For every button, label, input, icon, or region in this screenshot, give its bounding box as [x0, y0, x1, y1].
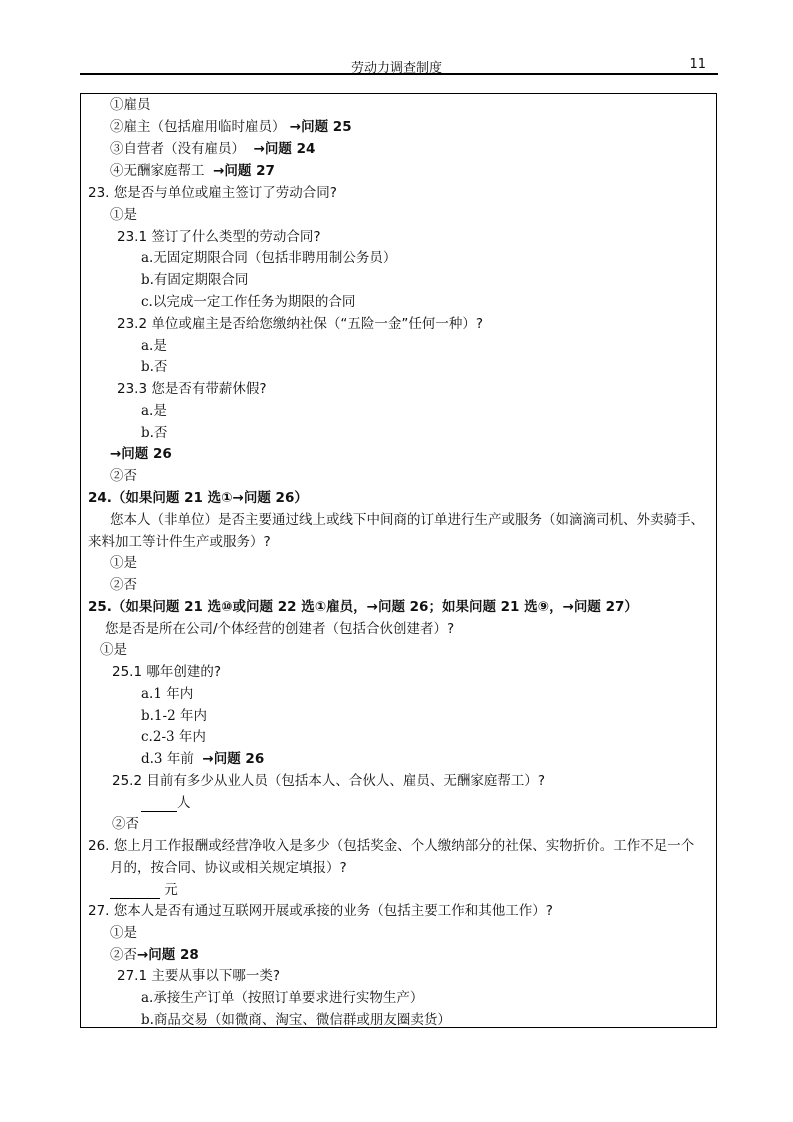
question-26-line2: 月的，按合同、协议或相关规定填报）?	[110, 860, 347, 876]
question-27-1: 27.1 主要从事以下哪一类?	[117, 968, 281, 984]
q23-1-option-a: a.无固定期限合同（包括非聘用制公务员）	[141, 250, 397, 266]
question-25-heading: 25.（如果问题 21 选⑩或问题 22 选①雇员，→问题 26；如果问题 21 选⑨，→问题 27）	[88, 599, 638, 615]
q26-answer-blank: 元	[110, 882, 178, 899]
option-self-employed: ③自营者（没有雇员） →问题 24	[110, 141, 316, 157]
q25-1-option-b: b.1-2 年内	[141, 708, 207, 724]
q24-option-no: ②否	[110, 577, 137, 593]
q25-option-no: ②否	[112, 816, 139, 832]
q23-3-option-b: b.否	[141, 425, 168, 441]
question-23-3: 23.3 您是否有带薪休假?	[117, 381, 267, 397]
fill-in-blank	[141, 795, 177, 812]
q23-option-no: ②否	[110, 468, 137, 484]
q25-1-option-d: d.3 年前 →问题 26	[141, 751, 265, 767]
q25-1-option-a: a.1 年内	[141, 686, 194, 702]
q23-2-option-b: b.否	[141, 359, 168, 375]
q23-option-yes: ①是	[110, 207, 137, 223]
question-24-heading: 24.（如果问题 21 选①→问题 26）	[88, 490, 308, 506]
q25-2-answer-blank: 人	[141, 795, 191, 812]
option-employer: ②雇主（包括雇用临时雇员） →问题 25	[110, 119, 352, 135]
question-24-text-line1: 您本人（非单位）是否主要通过线上或线下中间商的订单进行生产或服务（如滴滴司机、外卖骑手、	[110, 512, 704, 528]
page-header-title: 劳动力调查制度	[350, 61, 442, 76]
q27-1-option-a: a.承接生产订单（按照订单要求进行实物生产）	[141, 990, 424, 1006]
skip-to-question-26: →问题 26	[110, 446, 172, 462]
q25-option-yes: ①是	[100, 642, 127, 658]
question-26-line1: 26. 您上月工作报酬或经营净收入是多少（包括奖金、个人缴纳部分的社保、实物折价。工作不足一个	[88, 838, 695, 854]
option-employee: ①雇员	[110, 97, 151, 113]
question-25-2: 25.2 目前有多少从业人员（包括本人、合伙人、雇员、无酬家庭帮工）?	[112, 773, 546, 789]
q27-option-no: ②否→问题 28	[110, 947, 199, 963]
q25-1-option-c: c.2-3 年内	[141, 729, 206, 745]
question-24-text-line2: 来料加工等计件生产或服务）?	[88, 534, 271, 550]
question-23-1: 23.1 签订了什么类型的劳动合同?	[117, 229, 321, 245]
page-number: 11	[689, 57, 706, 72]
question-23-2: 23.2 单位或雇主是否给您缴纳社保（“五险一金”任何一种）?	[117, 316, 484, 332]
q27-1-option-b: b.商品交易（如微商、淘宝、微信群或朋友圈卖货）	[141, 1012, 451, 1028]
option-unpaid-family-worker: ④无酬家庭帮工 →问题 27	[110, 163, 275, 179]
fill-in-blank	[110, 882, 160, 899]
q23-3-option-a: a.是	[141, 403, 167, 419]
q23-1-option-c: c.以完成一定工作任务为期限的合同	[141, 294, 356, 310]
q23-2-option-a: a.是	[141, 338, 167, 354]
q24-option-yes: ①是	[110, 555, 137, 571]
question-25-text: 您是否是所在公司/个体经营的创建者（包括合伙创建者）?	[105, 621, 455, 637]
question-25-1: 25.1 哪年创建的?	[112, 664, 222, 680]
question-23: 23. 您是否与单位或雇主签订了劳动合同?	[88, 185, 337, 201]
header-rule	[80, 73, 718, 75]
question-27: 27. 您本人是否有通过互联网开展或承接的业务（包括主要工作和其他工作）?	[88, 903, 553, 919]
q23-1-option-b: b.有固定期限合同	[141, 272, 249, 288]
q27-option-yes: ①是	[110, 925, 137, 941]
